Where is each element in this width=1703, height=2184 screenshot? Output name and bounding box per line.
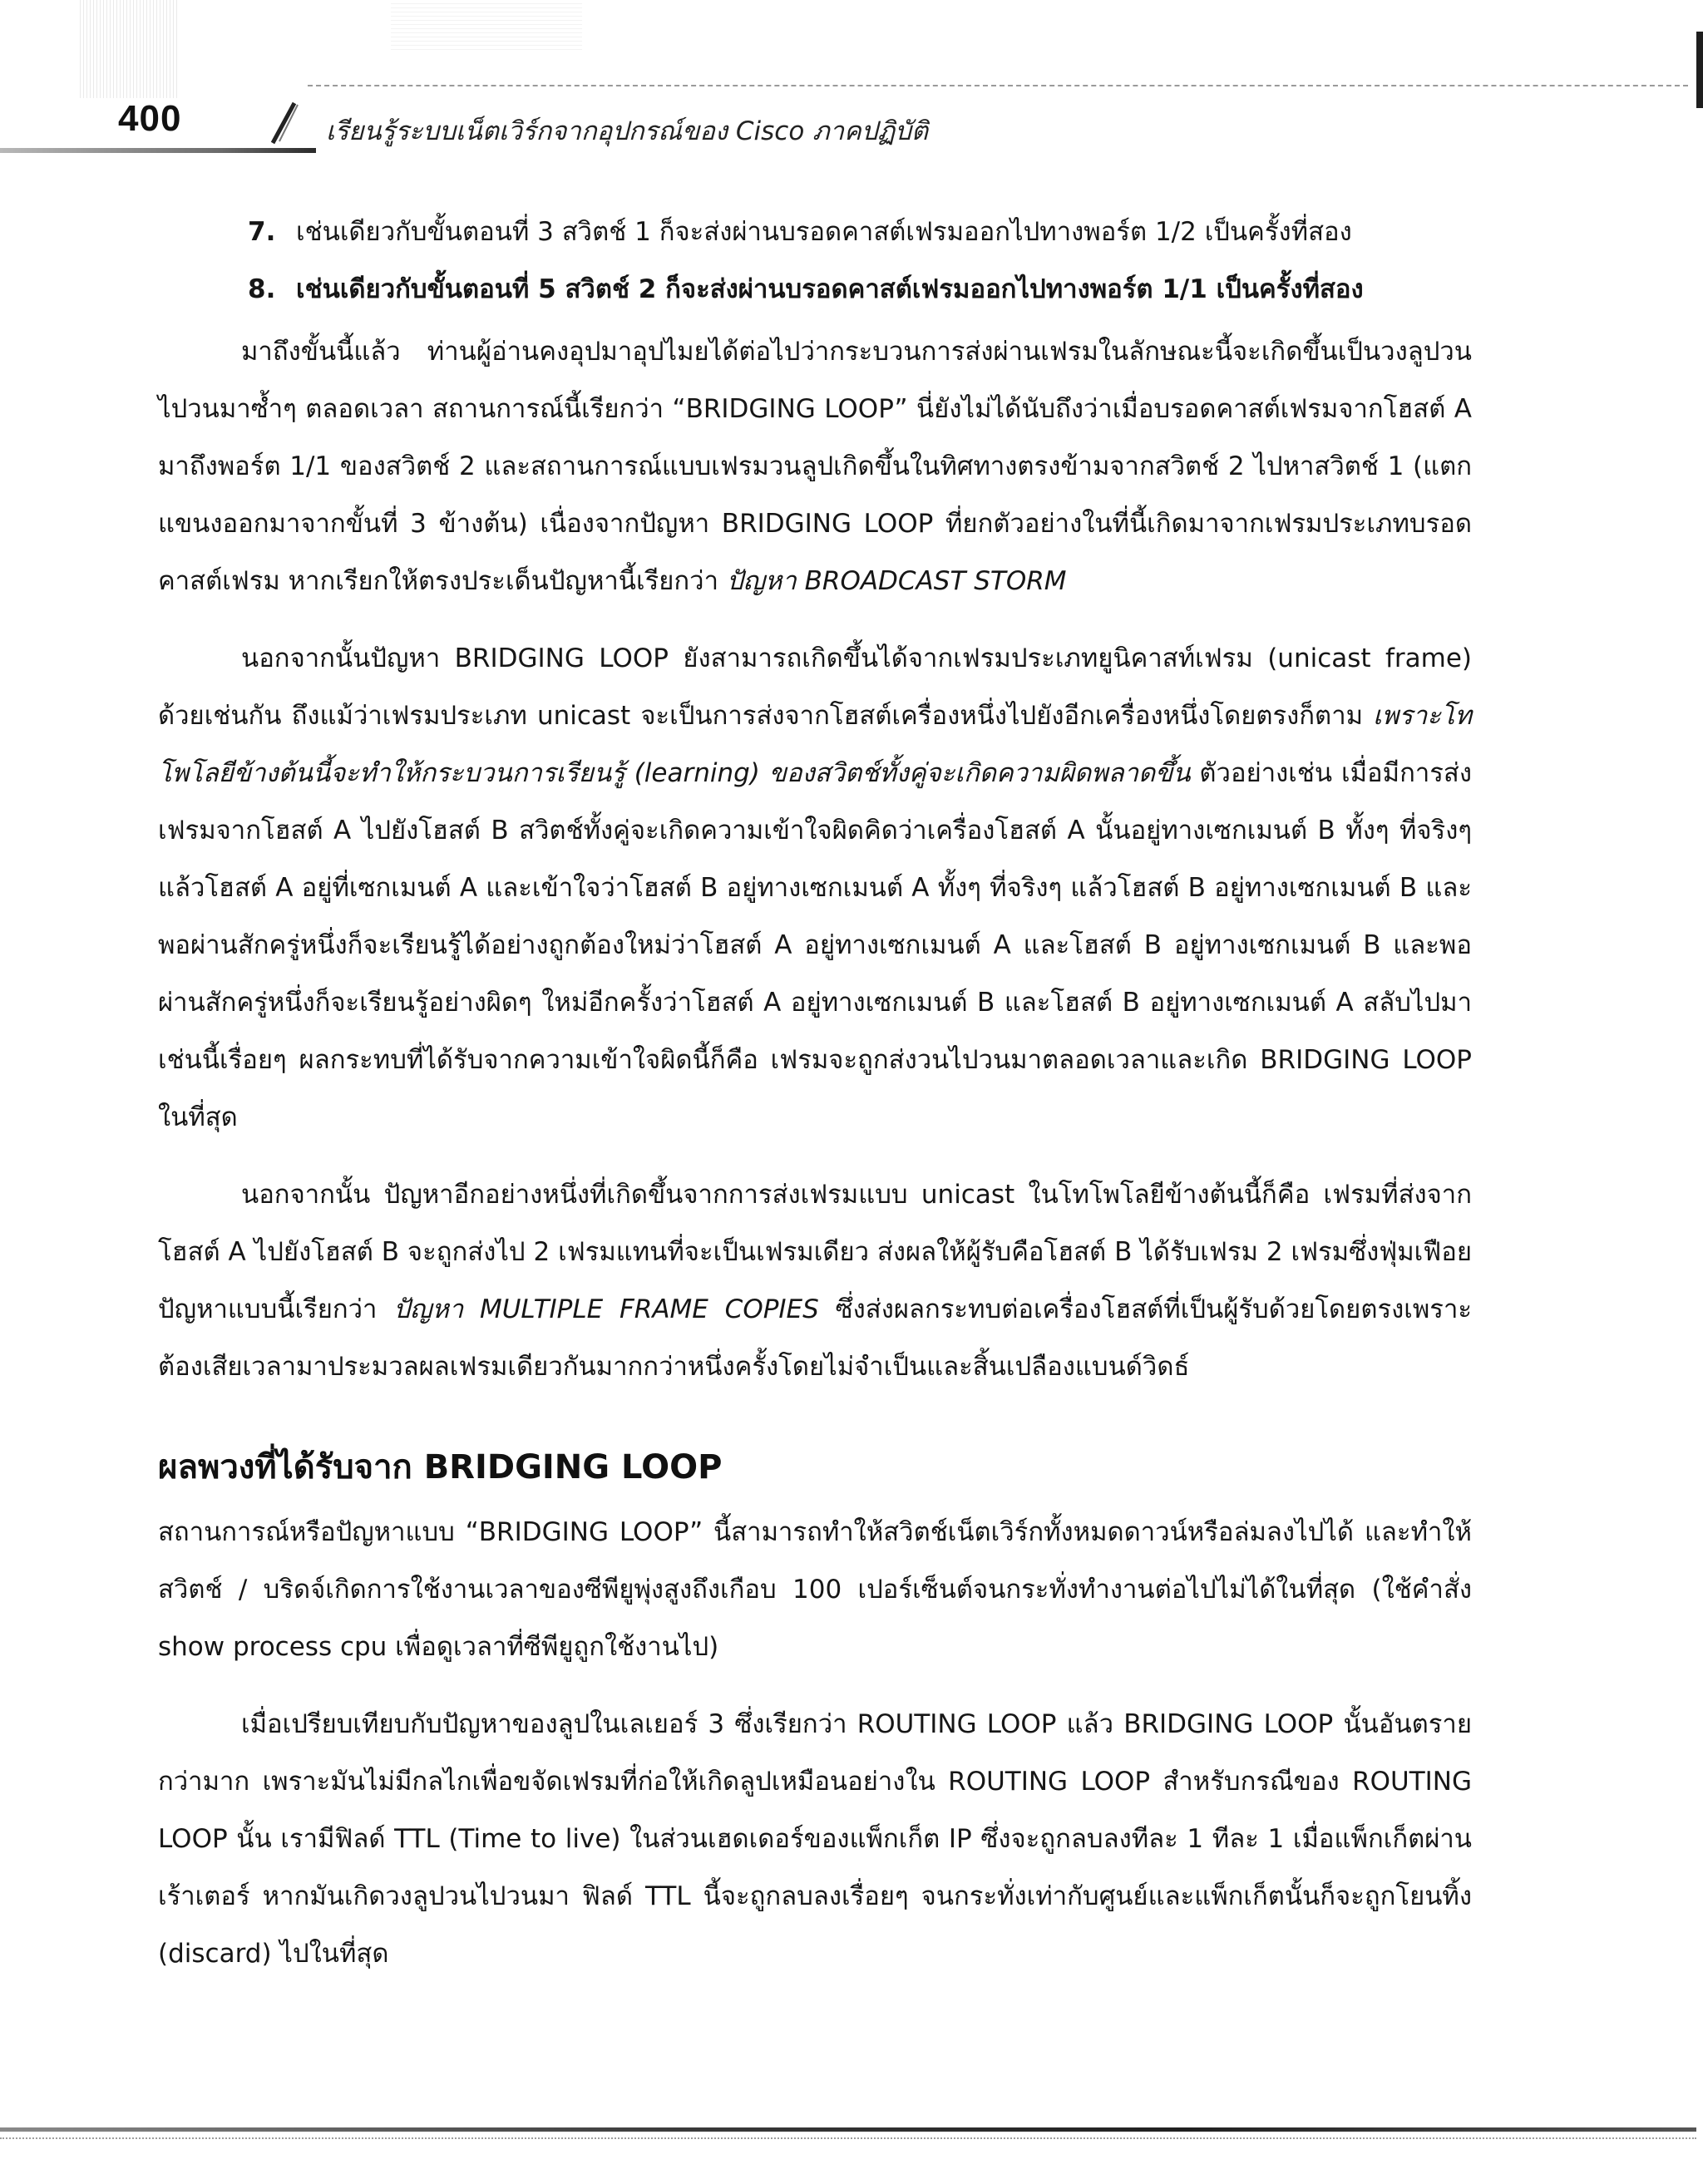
step-text: เช่นเดียวกับขั้นตอนที่ 5 สวิตช์ 2 ก็จะส่งผ่านบรอดคาสต์เฟรมออกไปทางพอร์ต 1/1 เป็นครั้งที่สอง [296,274,1364,304]
paragraph [158,630,1472,1146]
step-number: 8. [248,274,276,304]
footer-dotted-rule [0,2137,1696,2139]
paragraph-text: ซึ่งส่งผลกระทบต่อเครื่องโฮสต์ที่เป็นผู้รับด้วยโดยตรงเพราะต้องเสียเวลามาประมวลผลเฟรมเดียวกันมากกว่าหนึ่งครั้งโดยไม่จำเป็นและสิ้นเปลืองแบนด์วิดธ์ [158,1294,1472,1382]
step-text: เช่นเดียวกับขั้นตอนที่ 3 สวิตช์ 1 ก็จะส่งผ่านบรอดคาสต์เฟรมออกไปทางพอร์ต 1/2 เป็นครั้งที่สอง [296,217,1352,247]
paragraph-emphasis: ปัญหา MULTIPLE FRAME COPIES [393,1294,819,1324]
page-body [158,204,1472,1983]
paragraph [158,1504,1472,1676]
step-item [158,261,1472,318]
paragraph-text: ตัวอย่างเช่น เมื่อมีการส่งเฟรมจากโฮสต์ A ไปยังโฮสต์ B สวิตช์ทั้งคู่จะเกิดความเข้าใจผิดคิดว่าเครื่องโฮสต์ A นั้นอยู่ทางเซกเมนต์ B ทั้งๆ ที่จริงๆ แล้วโฮสต์ A อยู่ที่เซกเมนต์ A และเข้าใจว่าโฮสต์ B อยู่ทางเซกเมนต์ A ทั้งๆ ที่จริงๆ แล้วโฮสต์ B อยู่ทางเซกเมนต์ B และพอผ่านสักครู่หนึ่งก็จะเรียนรู้ได้อย่างถูกต้องใหม่ว่าโฮสต์ A อยู่ทางเซกเมนต์ A และโฮสต์ B อยู่ทางเซกเมนต์ B และพอผ่านสักครู่หนึ่งก็จะเรียนรู้อย่างผิดๆ ใหม่อีกครั้งว่าโฮสต์ A อยู่ทางเซกเมนต์ B และโฮสต์ B อยู่ทางเซกเมนต์ A สลับไปมาเช่นนี้เรื่อยๆ ผลกระทบที่ได้รับจากความเข้าใจผิดนี้ก็คือ เฟรมจะถูกส่งวนไปวนมาตลอดเวลาและเกิด BRIDGING LOOP ในที่สุด [158,758,1472,1132]
paragraph-text: สถานการณ์หรือปัญหาแบบ “BRIDGING LOOP” นี้สามารถทำให้สวิตช์เน็ตเวิร์กทั้งหมดดาวน์หรือล่มลงไปได้ และทำให้สวิตช์ / บริดจ์เกิดการใช้งานเวลาของซีพียูพุ่งสูงถึงเกือบ 100 เปอร์เซ็นต์จนกระทั่งทำงานต่อไปไม่ได้ในที่สุด (ใช้คำสั่ง show process cpu เพื่อดูเวลาที่ซีพียูถูกใช้งานไป) [158,1517,1472,1662]
footer-rule [0,2127,1696,2132]
scan-noise [391,0,582,50]
paragraph-text: เมื่อเปรียบเทียบกับปัญหาของลูปในเลเยอร์ 3 ซึ่งเรียกว่า ROUTING LOOP แล้ว BRIDGING LOOP นั้นอันตรายกว่ามาก เพราะมันไม่มีกลไกเพื่อขจัดเฟรมที่ก่อให้เกิดลูปเหมือนอย่างใน ROUTING LOOP สำหรับกรณีของ ROUTING LOOP นั้น เรามีฟิลด์ TTL (Time to live) ในส่วนเฮดเดอร์ของแพ็กเก็ต IP ซึ่งจะถูกลบลงทีละ 1 ทีละ 1 เมื่อแพ็กเก็ตผ่านเร้าเตอร์ หากมันเกิดวงลูปวนไปวนมา ฟิลด์ TTL นี้จะถูกลบลงเรื่อยๆ จนกระทั่งเท่ากับศูนย์และแพ็กเก็ตนั้นก็จะถูกโยนทิ้ง (discard) ไปในที่สุด [158,1709,1472,1969]
paragraph-text: นอกจากนั้น ปัญหาอีกอย่างหนึ่งที่เกิดขึ้นจากการส่งเฟรมแบบ unicast ในโทโพโลยีข้างต้นนี้ก็คือ เฟรมที่ส่งจากโฮสต์ A ไปยังโฮสต์ B จะถูกส่งไป 2 เฟรมแทนที่จะเป็นเฟรมเดียว ส่งผลให้ผู้รับคือโฮสต์ B ได้รับเฟรม 2 เฟรมซึ่งฟุ่มเฟือย ปัญหาแบบนี้เรียกว่า [158,1180,1472,1324]
paragraph-text: นอกจากนั้นปัญหา BRIDGING LOOP ยังสามารถเกิดขึ้นได้จากเฟรมประเภทยูนิคาสท์เฟรม (unicast frame) ด้วยเช่นกัน ถึงแม้ว่าเฟรมประเภท unicast จะเป็นการส่งจากโฮสต์เครื่องหนึ่งไปยังอีกเครื่องหนึ่งโดยตรงก็ตาม [158,643,1472,731]
paragraph-text: มาถึงขั้นนี้แล้ว ท่านผู้อ่านคงอุปมาอุปไมยได้ต่อไปว่ากระบวนการส่งผ่านเฟรมในลักษณะนี้จะเกิดขึ้นเป็นวงลูปวนไปวนมาซ้ำๆ ตลอดเวลา สถานการณ์นี้เรียกว่า “BRIDGING LOOP” นี่ยังไม่ได้นับถึงว่าเมื่อบรอดคาสต์เฟรมจากโฮสต์ A มาถึงพอร์ต 1/1 ของสวิตช์ 2 และสถานการณ์แบบเฟรมวนลูปเกิดขึ้นในทิศทางตรงข้ามจากสวิตช์ 2 ไปหาสวิตช์ 1 (แตกแขนงออกมาจากขั้นที่ 3 ข้างต้น) เนื่องจากปัญหา BRIDGING LOOP ที่ยกตัวอย่างในที่นี้เกิดมาจากเฟรมประเภทบรอดคาสต์เฟรม หากเรียกให้ตรงประเด็นปัญหานี้เรียกว่า [158,337,1472,596]
header-dashed-rule [308,85,1688,86]
header-slash-mark [266,101,299,145]
paragraph [158,1166,1472,1396]
running-header-title: เรียนรู้ระบบเน็ตเวิร์กจากอุปกรณ์ของ Cisco ภาคปฏิบัติ [326,116,929,146]
scan-noise [80,0,180,98]
paragraph [158,1696,1472,1983]
step-number: 7. [248,217,276,247]
page-number: 400 [118,98,182,139]
paragraph-emphasis: เพราะโทโพโลยีข้างต้นนี้จะทำให้กระบวนการเรียนรู้ (learning) ของสวิตช์ทั้งคู่จะเกิดความผิดพลาดขึ้น [158,701,1472,788]
section-heading: ผลพวงที่ได้รับจาก BRIDGING LOOP [158,1448,723,1486]
header-solid-rule [0,148,316,153]
step-item [158,204,1472,261]
page-edge-mark [1696,32,1703,108]
paragraph-emphasis: ปัญหา BROADCAST STORM [726,566,1067,596]
paragraph [158,323,1472,610]
